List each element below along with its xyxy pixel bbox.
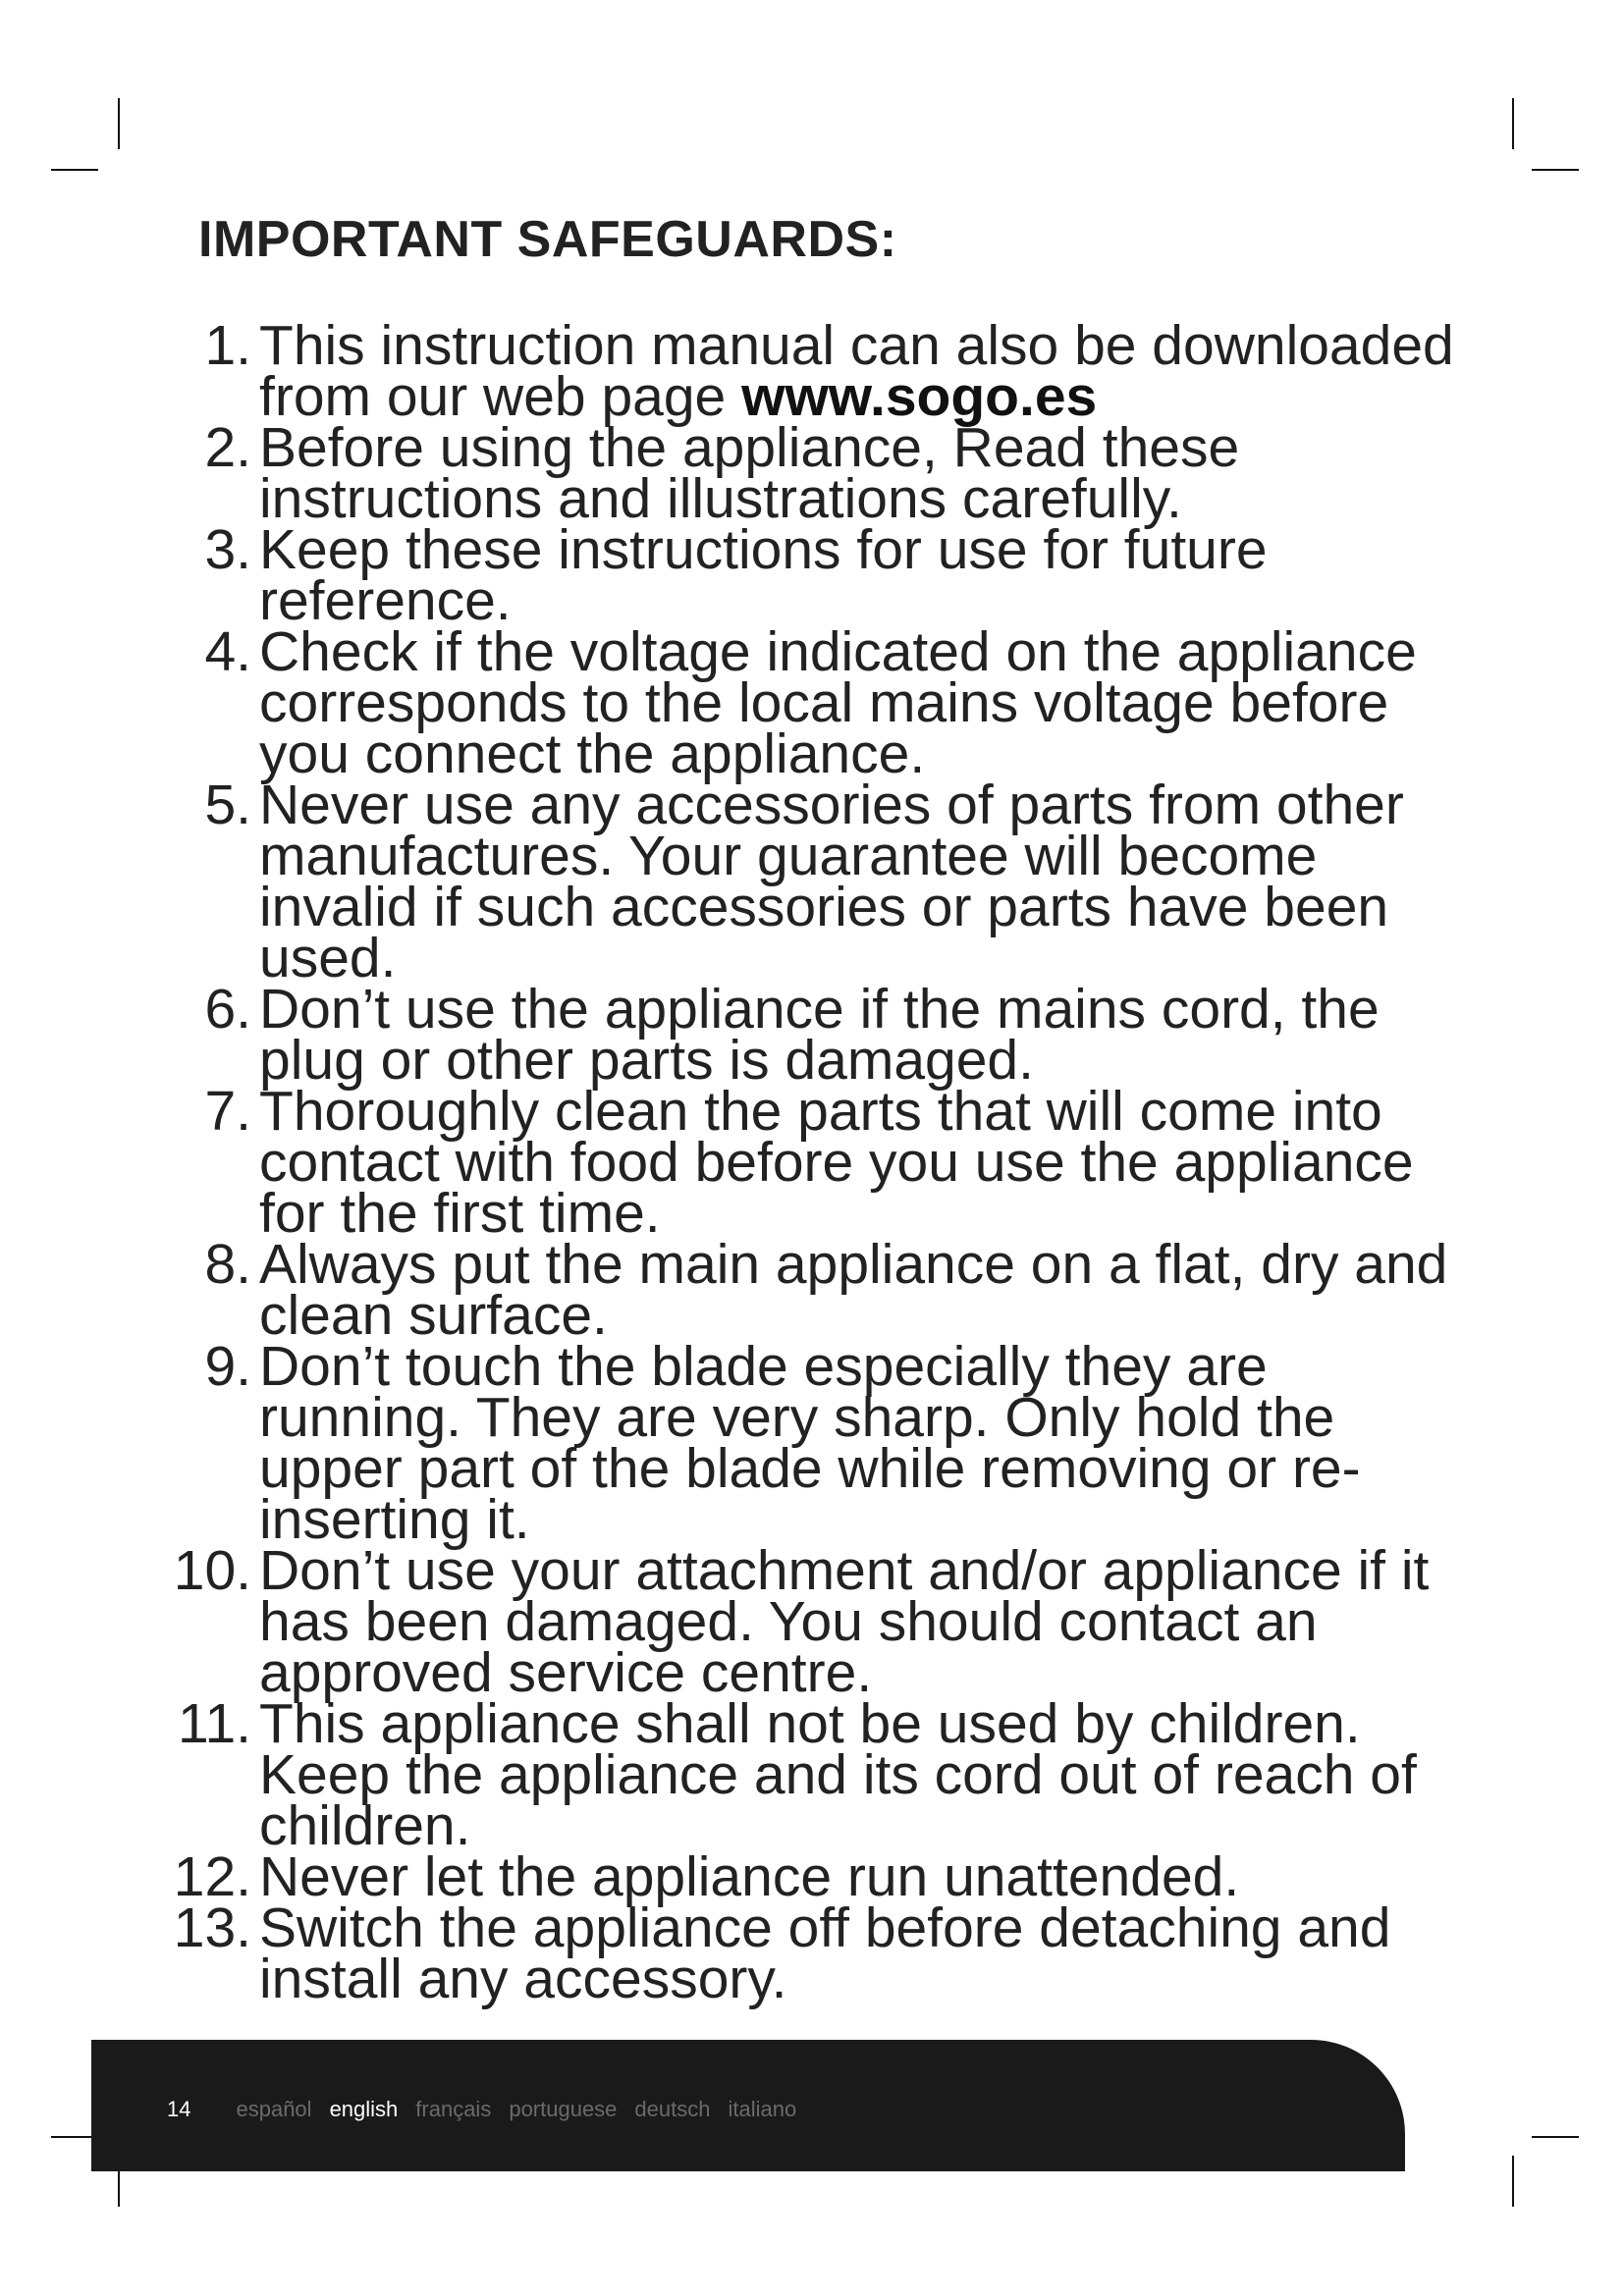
safeguard-item bbox=[167, 416, 1483, 530]
item-text bbox=[259, 1539, 1483, 1704]
item-text-content: Switch the appliance off before detaching and install any accessory. bbox=[259, 1896, 1391, 2010]
crop-mark bbox=[1532, 2136, 1579, 2138]
website-link[interactable]: www.sogo.es bbox=[741, 365, 1098, 428]
item-text-content: This instruction manual can also be downloaded from our web page bbox=[259, 314, 1454, 428]
crop-mark bbox=[1532, 169, 1579, 171]
item-text-content: Don’t use your attachment and/or appliance if it has been damaged. You should contact an approved service centre. bbox=[259, 1539, 1430, 1704]
item-text-content: Keep these instructions for use for future reference. bbox=[259, 518, 1268, 632]
safeguard-item bbox=[167, 1896, 1483, 2010]
language-option-deutsch[interactable]: deutsch bbox=[634, 2097, 711, 2121]
item-number: 13. bbox=[173, 1896, 251, 1959]
item-number: 8. bbox=[204, 1233, 251, 1296]
item-number: 6. bbox=[204, 978, 251, 1041]
item-text bbox=[259, 1080, 1483, 1245]
safeguard-item bbox=[167, 620, 1483, 785]
item-text-content: Before using the appliance, Read these instructions and illustrations carefully. bbox=[259, 416, 1240, 530]
language-option-english[interactable]: english bbox=[329, 2097, 399, 2121]
item-text bbox=[259, 1845, 1483, 1908]
item-text bbox=[259, 1896, 1483, 2010]
item-number: 9. bbox=[204, 1335, 251, 1398]
safeguard-item bbox=[167, 1845, 1483, 1908]
item-text-content: Don’t touch the blade especially they are running. They are very sharp. Only hold the upper part of the blade while removing or re-inserting it. bbox=[259, 1335, 1361, 1551]
item-text bbox=[259, 518, 1483, 632]
item-number: 2. bbox=[204, 416, 251, 479]
page-title: IMPORTANT SAFEGUARDS: bbox=[198, 211, 897, 268]
safeguard-item bbox=[167, 1335, 1483, 1551]
footer-language-bar bbox=[167, 2097, 814, 2122]
item-number: 11. bbox=[177, 1692, 251, 1755]
item-text-content: Never let the appliance run unattended. bbox=[259, 1845, 1240, 1908]
item-text bbox=[259, 774, 1483, 989]
item-text bbox=[259, 314, 1483, 428]
item-number: 4. bbox=[204, 620, 251, 683]
crop-mark bbox=[118, 98, 120, 149]
safeguard-item bbox=[167, 1080, 1483, 1245]
safeguard-item bbox=[167, 1692, 1483, 1857]
page-number: 14 bbox=[167, 2097, 191, 2121]
language-option-portuguese[interactable]: portuguese bbox=[509, 2097, 618, 2121]
language-option-franais[interactable]: français bbox=[415, 2097, 492, 2121]
item-number: 10. bbox=[173, 1539, 251, 1602]
item-number: 12. bbox=[173, 1845, 251, 1908]
item-text bbox=[259, 620, 1483, 785]
safeguard-item bbox=[167, 1539, 1483, 1704]
item-text bbox=[259, 1692, 1483, 1857]
crop-mark bbox=[1512, 2156, 1514, 2207]
item-number: 1. bbox=[204, 314, 251, 377]
item-text-content: Always put the main appliance on a flat, dry and clean surface. bbox=[259, 1233, 1448, 1347]
item-text bbox=[259, 1233, 1483, 1347]
safeguard-item bbox=[167, 314, 1483, 428]
item-text-content: Never use any accessories of parts from other manufactures. Your guarantee will become invalid if such accessories or parts have been used. bbox=[259, 774, 1404, 989]
safeguards-list bbox=[167, 314, 1483, 2010]
item-text-content: This appliance shall not be used by children. Keep the appliance and its cord out of reach of children. bbox=[259, 1692, 1417, 1857]
language-option-italiano[interactable]: italiano bbox=[728, 2097, 797, 2121]
item-text bbox=[259, 978, 1483, 1092]
crop-mark bbox=[51, 169, 98, 171]
item-number: 5. bbox=[204, 774, 251, 836]
safeguard-item bbox=[167, 1233, 1483, 1347]
item-number: 7. bbox=[204, 1080, 251, 1143]
item-text-content: Don’t use the appliance if the mains cord, the plug or other parts is damaged. bbox=[259, 978, 1380, 1092]
crop-mark bbox=[1512, 98, 1514, 149]
safeguard-item bbox=[167, 978, 1483, 1092]
safeguard-item bbox=[167, 774, 1483, 989]
item-text bbox=[259, 1335, 1483, 1551]
item-text bbox=[259, 416, 1483, 530]
safeguard-item bbox=[167, 518, 1483, 632]
language-option-espaol[interactable]: español bbox=[236, 2097, 312, 2121]
item-text-content: Thoroughly clean the parts that will come into contact with food before you use the appliance for the first time. bbox=[259, 1080, 1414, 1245]
item-text-content: Check if the voltage indicated on the appliance corresponds to the local mains voltage before you connect the appliance. bbox=[259, 620, 1417, 785]
item-number: 3. bbox=[204, 518, 251, 581]
